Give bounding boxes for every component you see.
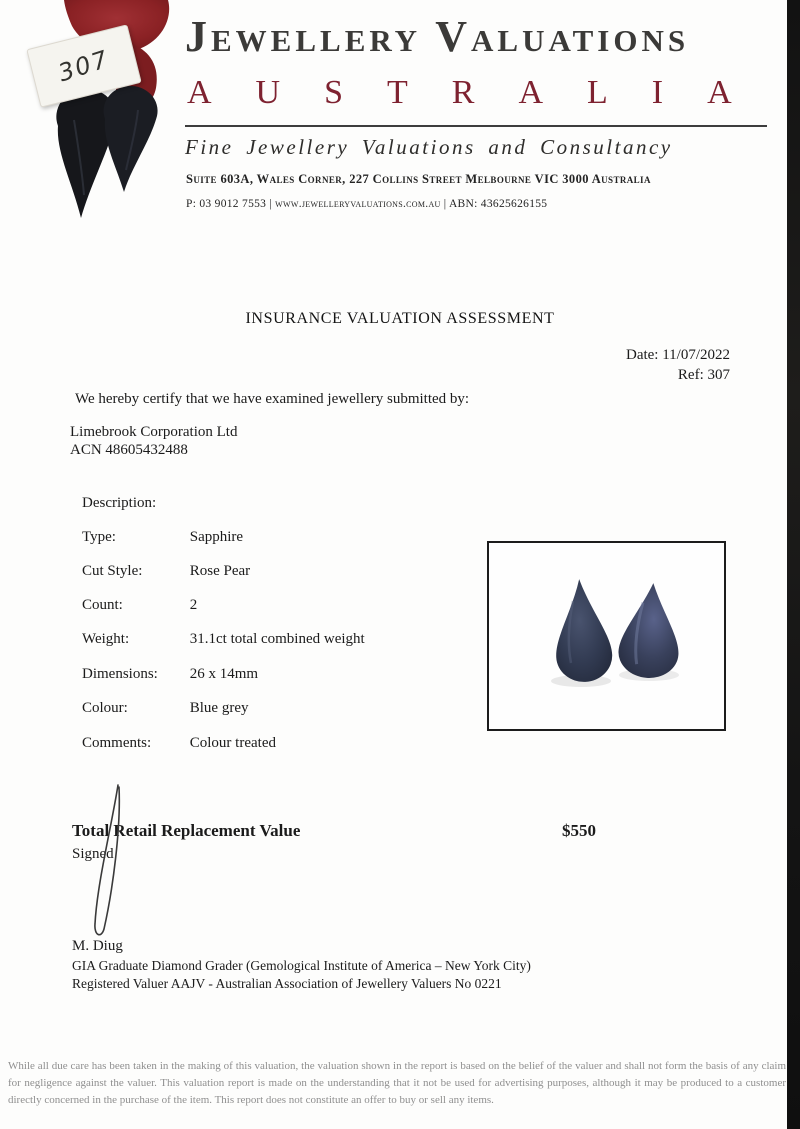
gem-photo-frame	[487, 541, 726, 731]
spec-value: 31.1ct total combined weight	[189, 631, 365, 647]
valuer-credential-2: Registered Valuer AAJV - Australian Association of Jewellery Valuers No 0221	[72, 976, 502, 991]
spec-row-dimensions	[82, 666, 258, 683]
signed-label: Signed	[72, 846, 114, 862]
date-line: Date: 11/07/2022	[625, 347, 730, 363]
total-value: $550	[562, 821, 596, 840]
spec-value: Blue grey	[189, 700, 249, 716]
tag-number: 307	[55, 44, 113, 88]
spec-value: Rose Pear	[189, 563, 251, 579]
spec-row-cut-style	[82, 563, 250, 580]
spec-value: 2	[189, 597, 198, 613]
ref-line: Ref: 307	[677, 367, 730, 383]
spec-label: Dimensions:	[82, 666, 158, 682]
certify-line: We hereby certify that we have examined jewellery submitted by:	[75, 391, 470, 407]
gemstone-right	[617, 581, 683, 680]
total-label: Total Retail Replacement Value	[72, 821, 301, 840]
spec-value: Colour treated	[189, 735, 276, 751]
description-heading: Description:	[82, 495, 157, 511]
disclaimer-text: While all due care has been taken in the making of this valuation, the valuation shown in the report is based on the belief of the valuer and shall not form the basis of any claim for negligence against the valuer. This valuation report is made on the understanding that it not be used for advertising purposes, although it may be produced to a customer directly concerned in the purchase of the item. This report does not constitute an offer to buy or sell any items.	[8, 1060, 786, 1107]
spec-row-count	[82, 597, 197, 614]
spec-row-type	[82, 529, 243, 546]
spec-label: Type:	[82, 529, 116, 545]
tagline: Fine Jewellery Valuations and Consultancy	[185, 135, 673, 159]
valuer-credential-1: GIA Graduate Diamond Grader (Gemological Institute of America – New York City)	[72, 958, 531, 973]
brand-country: AUSTRALIA	[187, 74, 776, 111]
spec-value: Sapphire	[189, 529, 244, 545]
address-line: Suite 603A, Wales Corner, 227 Collins Street Melbourne VIC 3000 Australia	[186, 172, 651, 186]
spec-label: Comments:	[82, 735, 152, 751]
client-name: Limebrook Corporation Ltd	[70, 424, 238, 440]
gemstone-dark-right	[104, 86, 158, 192]
scan-edge-strip	[787, 0, 800, 1129]
document-title: INSURANCE VALUATION ASSESSMENT	[245, 310, 555, 327]
header-divider	[185, 125, 767, 127]
spec-row-weight	[82, 631, 365, 648]
client-acn: ACN 48605432488	[70, 442, 188, 458]
spec-row-comments	[82, 735, 276, 752]
spec-row-colour	[82, 700, 248, 717]
valuer-name: M. Diug	[72, 938, 123, 954]
gemstone-left	[552, 578, 613, 684]
gem-photo	[489, 543, 724, 729]
signature	[82, 779, 142, 947]
spec-label: Colour:	[82, 700, 128, 716]
item-photo	[26, 0, 176, 235]
spec-label: Count:	[82, 597, 123, 613]
contact-line: P: 03 9012 7553 | www.jewelleryvaluations.com.au | ABN: 43625626155	[186, 198, 548, 210]
spec-value: 26 x 14mm	[189, 666, 259, 682]
brand-name: Jewellery Valuations	[185, 12, 690, 61]
spec-label: Cut Style:	[82, 563, 143, 579]
spec-label: Weight:	[82, 631, 130, 647]
